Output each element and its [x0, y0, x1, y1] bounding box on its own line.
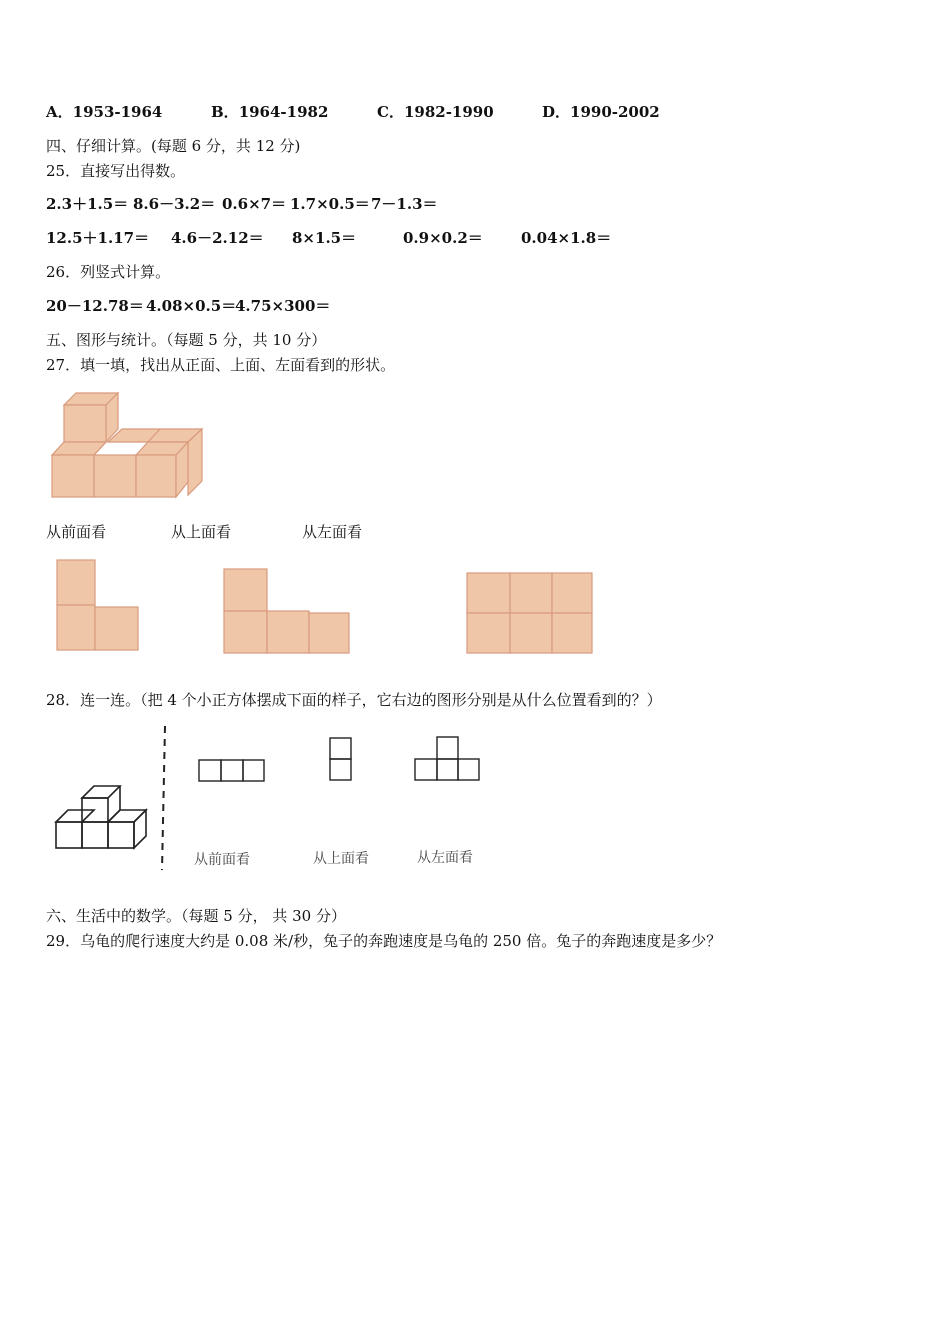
calc-item: 4.75×300＝	[235, 297, 331, 315]
calc-item: 0.9×0.2＝	[403, 229, 483, 247]
view-shape-1	[56, 558, 142, 654]
view-shape-3	[466, 571, 594, 655]
calc-item: 12.5＋1.17＝	[46, 229, 150, 247]
q28-label-left: 从左面看	[417, 850, 473, 866]
calc-item: 4.6－2.12＝	[171, 229, 264, 247]
calc-item: 4.08×0.5＝	[146, 297, 237, 315]
view-shape-2	[222, 567, 352, 655]
cube-stack-figure	[48, 385, 208, 503]
view-label-top: 从上面看	[171, 523, 232, 541]
q27-prompt: 27．填一填，找出从正面、上面、左面看到的形状。	[46, 356, 396, 374]
calc-item: 0.6×7＝	[222, 195, 287, 213]
calc-item: 2.3＋1.5＝	[46, 195, 129, 213]
calc-item: 8×1.5＝	[292, 229, 357, 247]
view-label-left: 从左面看	[302, 523, 363, 541]
choice-d: D．1990-2002	[542, 103, 660, 121]
q26-prompt: 26．列竖式计算。	[46, 263, 171, 281]
choice-b: B．1964-1982	[211, 103, 329, 121]
choice-a: A．1953-1964	[46, 103, 163, 121]
q28-label-top: 从上面看	[313, 851, 369, 867]
calc-item: 1.7×0.5＝	[290, 195, 370, 213]
section4-title: 四、仔细计算。(每题 6 分，共 12 分)	[46, 137, 301, 155]
calc-item: 8.6－3.2＝	[133, 195, 216, 213]
q29-prompt: 29．乌龟的爬行速度大约是 0.08 米/秒，兔子的奔跑速度是乌龟的 250 倍。兔子的奔跑速度是多少？	[46, 932, 722, 950]
calc-item: 0.04×1.8＝	[521, 229, 612, 247]
q28-label-front: 从前面看	[194, 852, 250, 868]
section5-title: 五、图形与统计。（每题 5 分，共 10 分）	[46, 331, 327, 349]
section6-title: 六、生活中的数学。（每题 5 分， 共 30 分）	[46, 907, 346, 925]
calc-item: 7－1.3＝	[371, 195, 438, 213]
view-label-front: 从前面看	[46, 523, 107, 541]
calc-item: 20－12.78＝	[46, 297, 144, 315]
q25-prompt: 25．直接写出得数。	[46, 162, 186, 180]
q28-prompt: 28．连一连。（把 4 个小正方体摆成下面的样子，它右边的图形分别是从什么位置看到的？）	[46, 691, 662, 709]
choice-c: C．1982-1990	[377, 103, 494, 121]
